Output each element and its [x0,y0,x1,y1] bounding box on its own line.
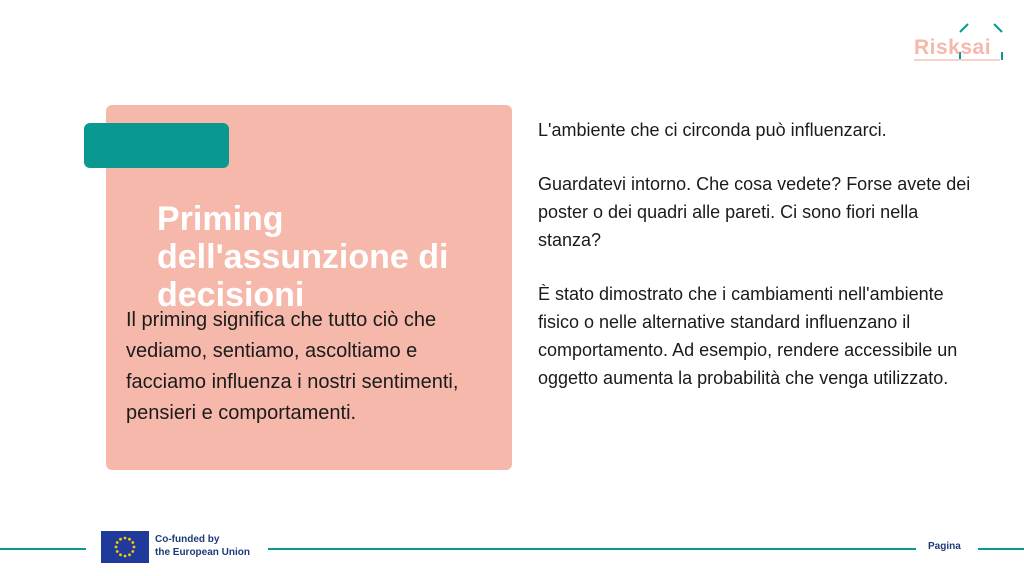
card-body-container [126,305,501,443]
paragraph-2: Guardatevi intorno. Che cosa vedete? Forse avete dei poster o dei quadri alle pareti. Ci sono fiori nella stanza? [538,174,971,250]
logo-tagline-line [914,59,1000,61]
footer-line-left [0,548,86,550]
paragraph-3: È stato dimostrato che i cambiamenti nell'ambiente fisico o nelle alternative standard influenzano il comportamento. Ad esempio, rendere accessibile un oggetto aumenta la probabilità che venga utilizzato. [538,284,958,388]
logo-text: Risksai [914,36,992,59]
logo [908,18,1008,66]
footer-line-right [978,548,1024,550]
right-text-panel [538,116,978,418]
card-accent-tab [84,123,229,168]
eu-text-line-1: Co-funded by [155,534,220,545]
card-title-container [157,200,497,314]
card-title: Priming dell'assunzione di decisioni [157,200,449,314]
page-label: Pagina [928,541,961,552]
eu-cofunded-text [155,533,250,559]
paragraph-1: L'ambiente che ci circonda può influenzarci. [538,120,887,140]
footer-line-middle [268,548,916,550]
eu-text-line-2: the European Union [155,547,250,558]
eu-flag-icon [101,531,149,563]
card-body-text: Il priming significa che tutto ciò che vediamo, sentiamo, ascoltiamo e facciamo influenza i nostri sentimenti, pensieri e comportamenti. [126,309,459,424]
